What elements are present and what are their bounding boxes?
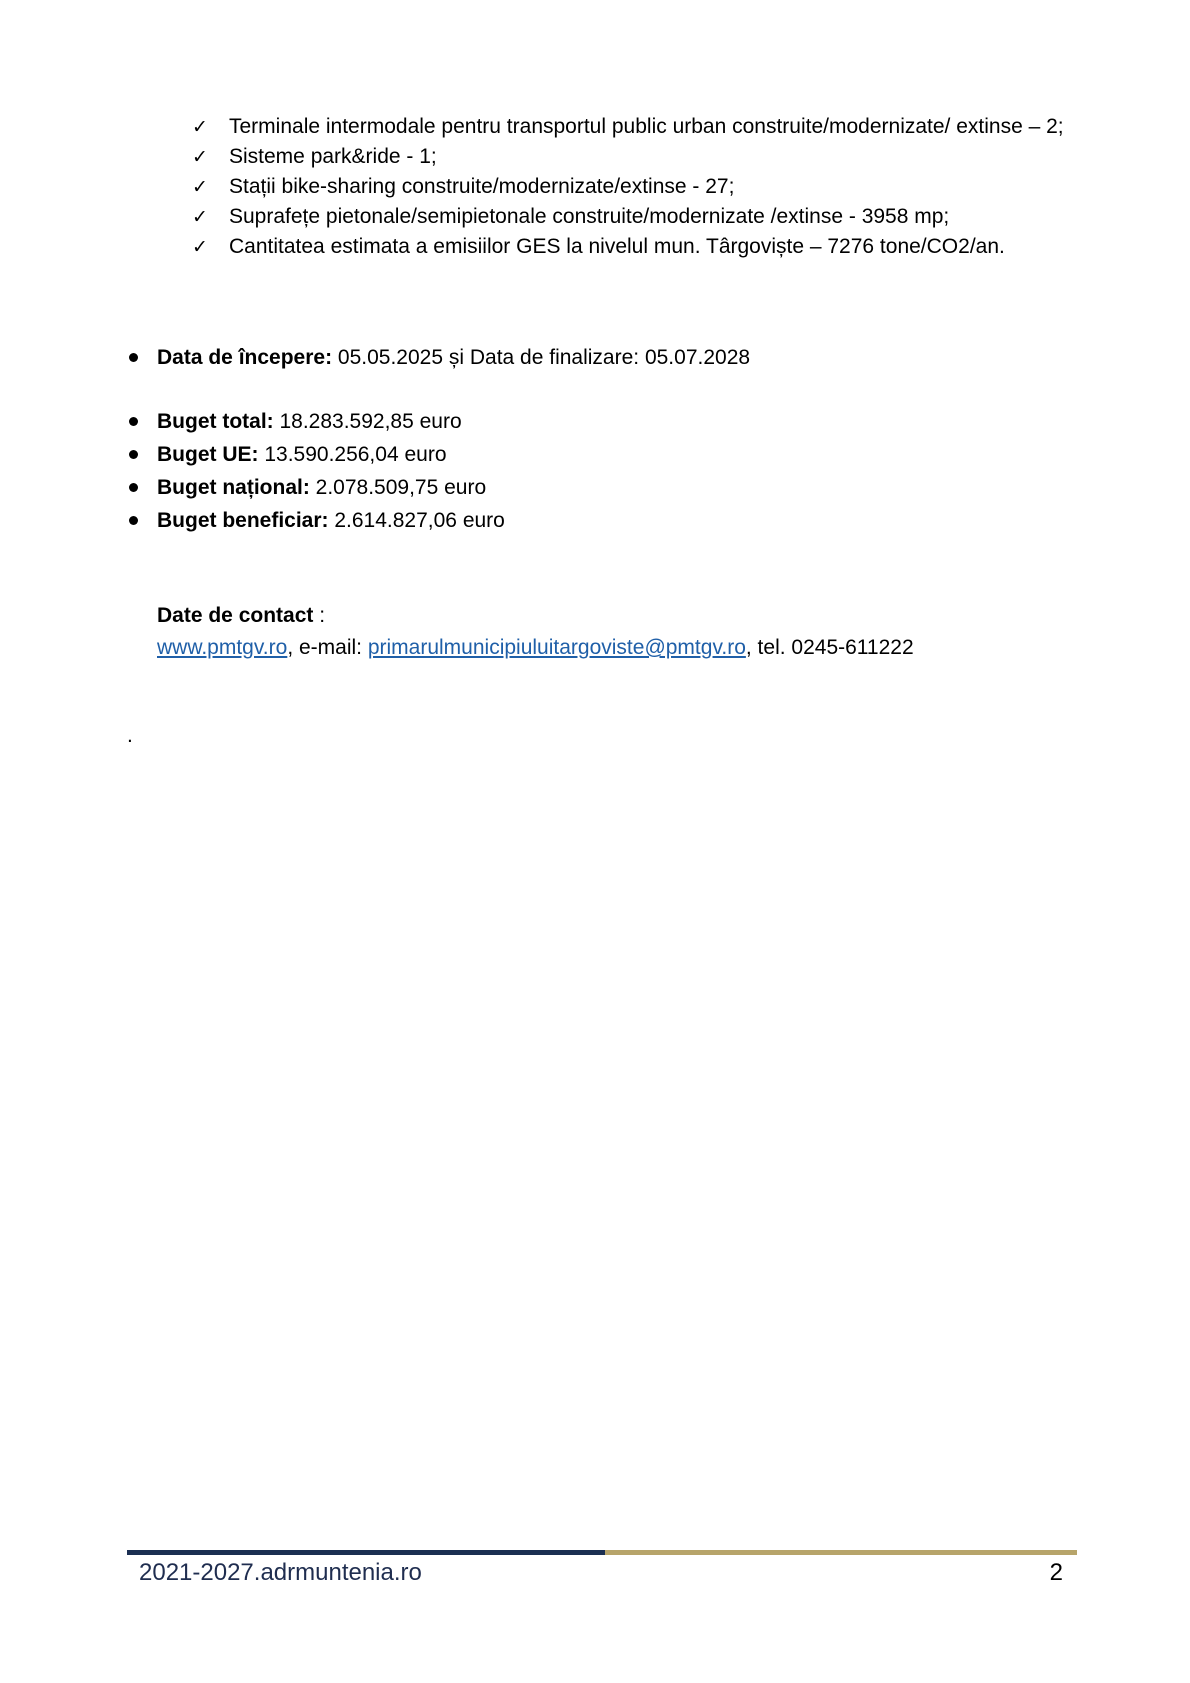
list-item xyxy=(127,504,505,537)
list-item xyxy=(192,172,1077,202)
indicator-checklist xyxy=(192,112,1077,262)
budget-beneficiary-value: 2.614.827,06 euro xyxy=(328,509,505,532)
footer-divider-gold xyxy=(605,1550,1077,1555)
dates-value: 05.05.2025 și Data de finalizare: 05.07.2028 xyxy=(332,346,751,369)
list-item xyxy=(192,232,1077,262)
list-item xyxy=(127,438,505,471)
list-item xyxy=(192,202,1077,232)
dates-list xyxy=(127,341,750,374)
checklist-item-text: Cantitatea estimata a emisiilor GES la nivelul mun. Târgoviște – 7276 tone/CO2/an. xyxy=(229,235,1005,258)
list-item xyxy=(192,112,1077,142)
list-item xyxy=(127,405,505,438)
budget-total-value: 18.283.592,85 euro xyxy=(273,410,462,433)
stray-dot: . xyxy=(127,724,133,747)
checklist-item-text: Stații bike-sharing construite/modernizate/extinse ‐ 27; xyxy=(229,175,735,198)
checkmark-icon: ✓ xyxy=(192,176,208,198)
checkmark-icon: ✓ xyxy=(192,206,208,228)
page-number: 2 xyxy=(1049,1559,1063,1586)
email-prefix: , e-mail: xyxy=(287,636,368,659)
budget-eu-label: Buget UE: xyxy=(157,443,259,466)
list-item xyxy=(192,142,1077,172)
phone-text: , tel. 0245-611222 xyxy=(745,636,914,659)
footer-website: 2021-2027.adrmuntenia.ro xyxy=(139,1559,422,1586)
checkmark-icon: ✓ xyxy=(192,146,208,168)
contact-details xyxy=(157,632,914,664)
budget-eu-value: 13.590.256,04 euro xyxy=(258,443,447,466)
contact-label: Date de contact xyxy=(157,604,314,627)
budget-list xyxy=(127,405,505,537)
checkmark-icon: ✓ xyxy=(192,116,208,138)
contact-heading xyxy=(157,600,914,632)
bullet-icon xyxy=(129,353,138,362)
checklist-item-text: Suprafețe pietonale/semipietonale construite/modernizate /extinse ‐ 3958 mp; xyxy=(229,205,950,228)
budget-beneficiary-label: Buget beneficiar: xyxy=(157,509,329,532)
bullet-icon xyxy=(129,483,138,492)
start-date-label: Data de începere: xyxy=(157,346,333,369)
budget-national-value: 2.078.509,75 euro xyxy=(309,476,487,499)
bullet-icon xyxy=(129,417,138,426)
checklist-item-text: Sisteme park&ride ‐ 1; xyxy=(229,145,437,168)
list-item xyxy=(127,471,505,504)
bullet-icon xyxy=(129,450,138,459)
website-link[interactable]: www.pmtgv.ro xyxy=(157,636,288,659)
checklist-item-text: Terminale intermodale pentru transportul public urban construite/modernizate/ extinse – 2; xyxy=(229,115,1064,138)
list-item xyxy=(127,341,750,374)
contact-label-suffix: : xyxy=(313,604,326,627)
footer-divider xyxy=(127,1550,1077,1555)
footer-divider-navy xyxy=(127,1550,605,1555)
bullet-icon xyxy=(129,516,138,525)
budget-total-label: Buget total: xyxy=(157,410,274,433)
checkmark-icon: ✓ xyxy=(192,236,208,258)
budget-national-label: Buget național: xyxy=(157,476,310,499)
email-link[interactable]: primarulmunicipiuluitargoviste@pmtgv.ro xyxy=(367,636,746,659)
contact-block xyxy=(157,600,914,664)
